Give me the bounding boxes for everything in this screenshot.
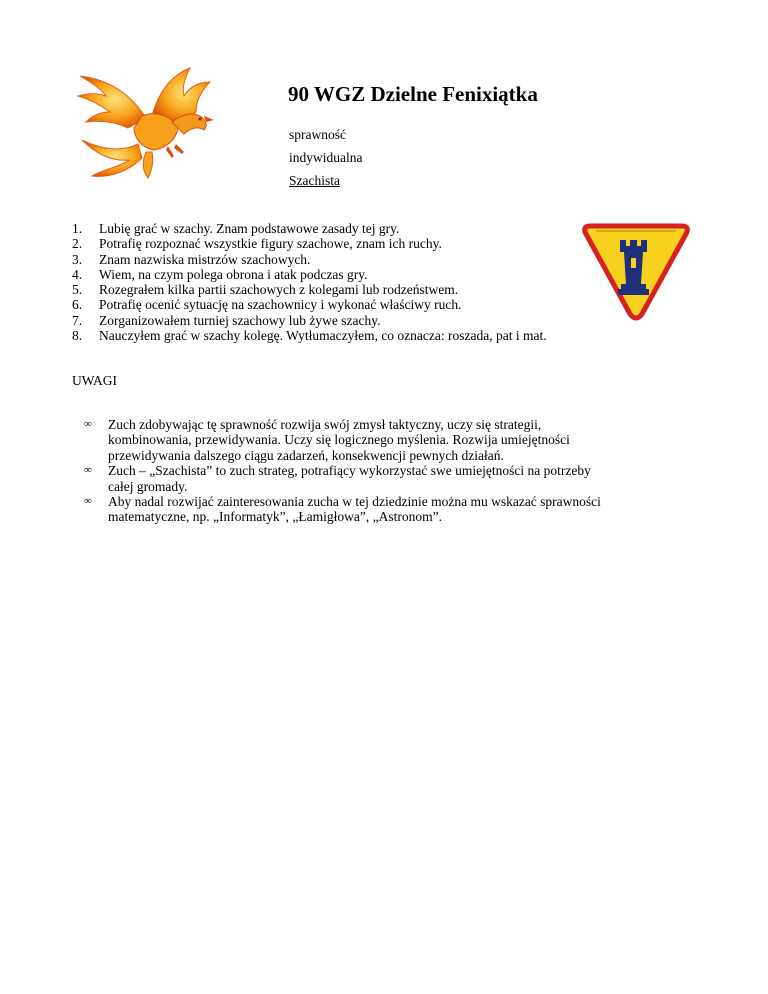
list-item-text: Nauczyłem grać w szachy kolegę. Wytłumaczyłem, co oznacza: roszada, pat i mat. <box>99 328 547 344</box>
list-item <box>72 328 547 343</box>
list-item-text: Wiem, na czym polega obrona i atak podczas gry. <box>99 266 368 282</box>
badge-name-label: Szachista <box>289 173 340 188</box>
notes-list <box>72 417 712 525</box>
list-item-text: Znam nazwiska mistrzów szachowych. <box>99 251 311 267</box>
list-item <box>72 417 712 463</box>
infinity-bullet-icon: ∞ <box>84 418 92 430</box>
list-item-number: 1. <box>72 221 83 236</box>
list-item <box>72 313 547 328</box>
phoenix-icon <box>72 66 220 182</box>
list-item-text: Rozegrałem kilka partii szachowych z kolegami lub rodzeństwem. <box>99 282 459 298</box>
list-item <box>72 252 547 267</box>
list-item <box>72 236 547 251</box>
requirements-list <box>72 221 547 343</box>
list-item-number: 2. <box>72 236 83 252</box>
note-line: kombinowania, przewidywania. Uczy się logicznego myślenia. Rozwija umiejętności <box>108 432 570 448</box>
list-item-text: Zorganizowałem turniej szachowy lub żywe szachy. <box>99 312 381 328</box>
infinity-bullet-icon: ∞ <box>84 464 92 477</box>
chess-rook-badge-icon <box>580 220 692 322</box>
badge-kind-label: indywidualna <box>289 150 363 165</box>
note-line: Zuch – „Szachista” to zuch strateg, potrafiący wykorzystać swe umiejętności na potrzeby <box>108 463 591 479</box>
list-item <box>72 282 547 297</box>
list-item-number: 5. <box>72 282 83 298</box>
badge-type-label: sprawność <box>289 127 346 142</box>
page-title: 90 WGZ Dzielne Fenixiątka <box>288 82 538 106</box>
list-item <box>72 221 547 236</box>
list-item <box>72 463 712 494</box>
note-line: matematyczne, np. „Informatyk”, „Łamigłowa”, „Astronom”. <box>108 509 442 525</box>
list-item-number: 8. <box>72 328 83 344</box>
list-item-number: 6. <box>72 297 83 313</box>
list-item <box>72 494 712 525</box>
list-item-text: Potrafię ocenić sytuację na szachownicy i wykonać właściwy ruch. <box>99 297 462 313</box>
list-item <box>72 297 547 312</box>
list-item-number: 4. <box>72 266 83 282</box>
note-line: Zuch zdobywając tę sprawność rozwija swój zmysł taktyczny, uczy się strategii, <box>108 417 542 432</box>
note-line: całej gromady. <box>108 478 188 494</box>
infinity-bullet-icon: ∞ <box>84 495 92 508</box>
list-item-text: Lubię grać w szachy. Znam podstawowe zasady tej gry. <box>99 221 400 236</box>
list-item <box>72 267 547 282</box>
note-line: Aby nadal rozwijać zainteresowania zucha w tej dziedzinie można mu wskazać sprawności <box>108 494 601 510</box>
list-item-number: 7. <box>72 312 83 328</box>
list-item-number: 3. <box>72 251 83 267</box>
note-line: przewidywania dalszego ciągu zadarzeń, konsekwencji pewnych działań. <box>108 447 504 463</box>
notes-heading: UWAGI <box>72 373 117 388</box>
list-item-text: Potrafię rozpoznać wszystkie figury szachowe, znam ich ruchy. <box>99 236 442 252</box>
